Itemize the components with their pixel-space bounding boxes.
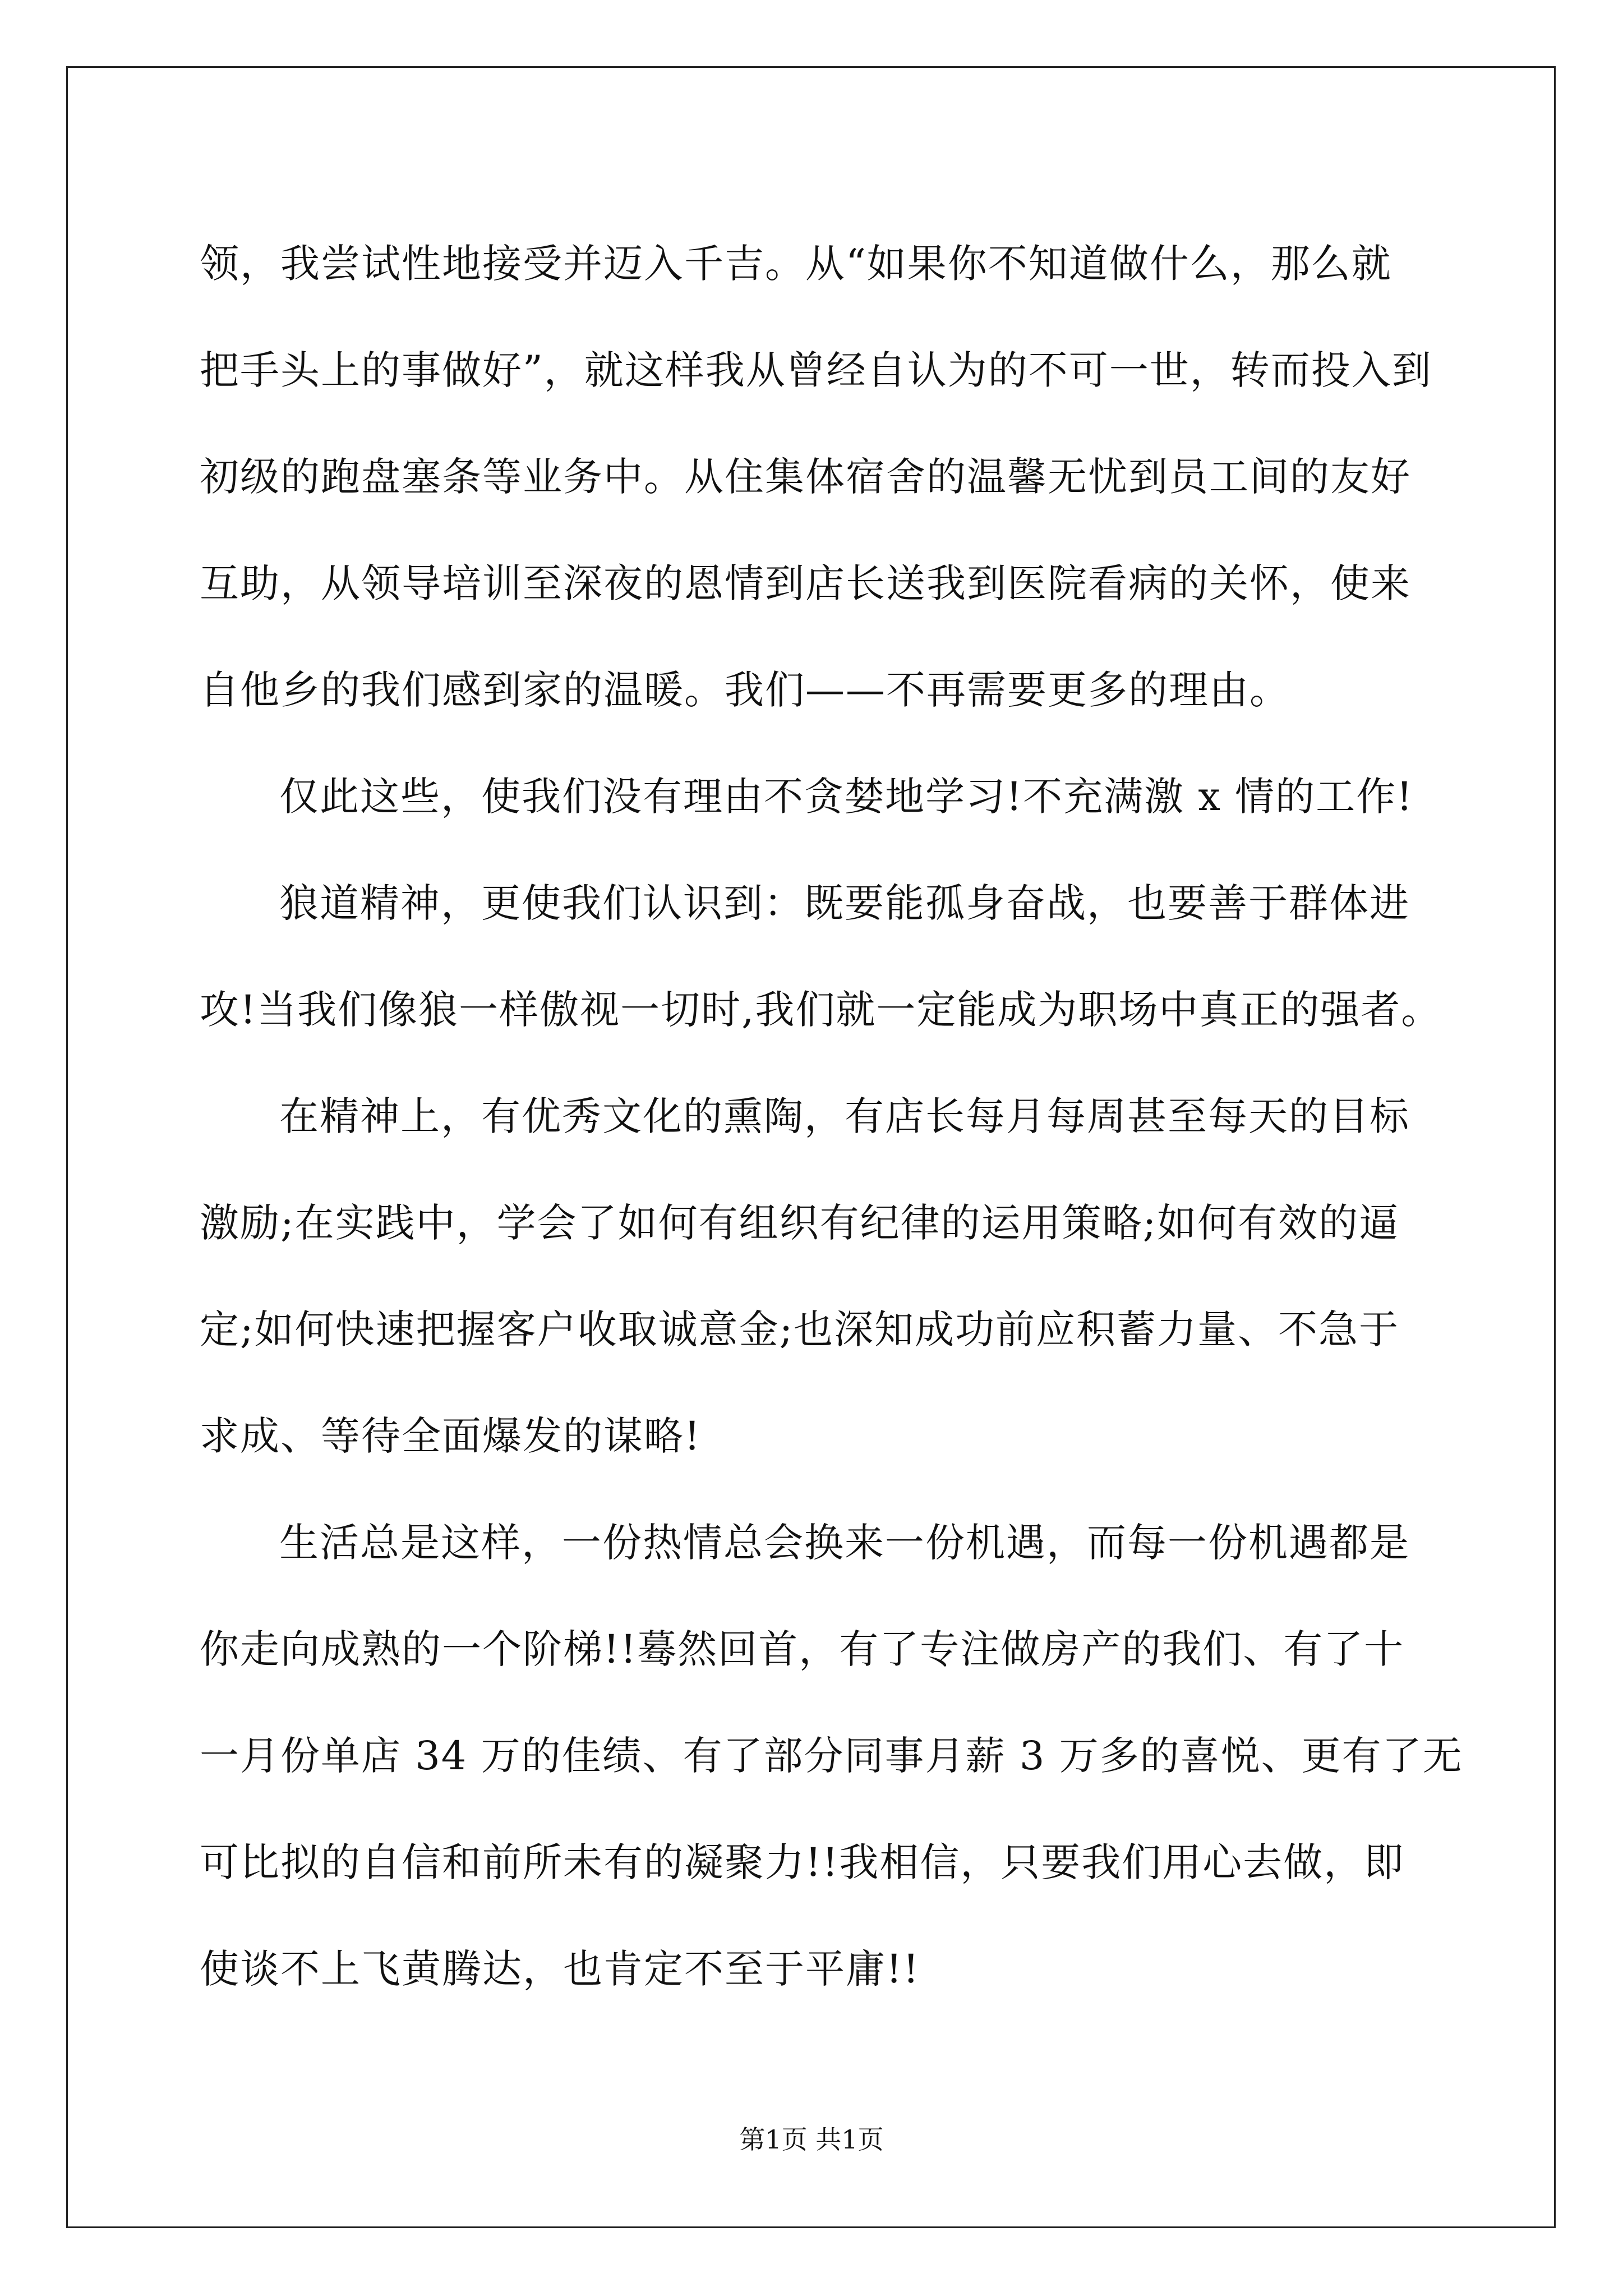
text-line: 求成、等待全面爆发的谋略! — [200, 1413, 702, 1459]
paragraph-start-line: 在精神上，有优秀文化的熏陶，有店长每月每周甚至每天的目标 — [279, 1093, 1410, 1139]
text-line: 把手头上的事做好”，就这样我从曾经自认为的不可一世，转而投入到 — [200, 347, 1432, 393]
paragraph-start-line: 生活总是这样，一份热情总会换来一份机遇，而每一份机遇都是 — [279, 1520, 1410, 1566]
text-line: 领，我尝试性地接受并迈入千吉。从“如果你不知道做什么，那么就 — [200, 241, 1392, 287]
paragraph-start-line: 仅此这些，使我们没有理由不贪婪地学习!不充满激 x 情的工作! — [279, 774, 1414, 820]
page-footer: 第1页 共1页 — [739, 2124, 884, 2155]
document-body — [200, 222, 1463, 2033]
text-line: 可比拟的自信和前所未有的凝聚力!!我相信，只要我们用心去做，即 — [200, 1839, 1405, 1885]
text-line: 自他乡的我们感到家的温暖。我们——不再需要更多的理由。 — [200, 667, 1290, 713]
paragraph-start-line: 狼道精神，更使我们认识到：既要能孤身奋战，也要善于群体进 — [279, 880, 1410, 926]
text-line: 激励;在实践中，学会了如何有组织有纪律的运用策略;如何有效的逼 — [200, 1200, 1400, 1246]
text-line: 初级的跑盘塞条等业务中。从住集体宿舍的温馨无忧到员工间的友好 — [200, 454, 1411, 500]
text-line: 定;如何快速把握客户收取诚意金;也深知成功前应积蓄力量、不急于 — [200, 1306, 1400, 1352]
text-line: 一月份单店 34 万的佳绩、有了部分同事月薪 3 万多的喜悦、更有了无 — [200, 1733, 1463, 1779]
text-line: 攻!当我们像狼一样傲视一切时,我们就一定能成为职场中真正的强者。 — [200, 987, 1442, 1033]
text-line: 你走向成熟的一个阶梯!!蓦然回首，有了专注做房产的我们、有了十 — [200, 1626, 1405, 1672]
text-line: 使谈不上飞黄腾达，也肯定不至于平庸!! — [200, 1946, 920, 1992]
text-line: 互助，从领导培训至深夜的恩情到店长送我到医院看病的关怀，使来 — [200, 560, 1411, 606]
